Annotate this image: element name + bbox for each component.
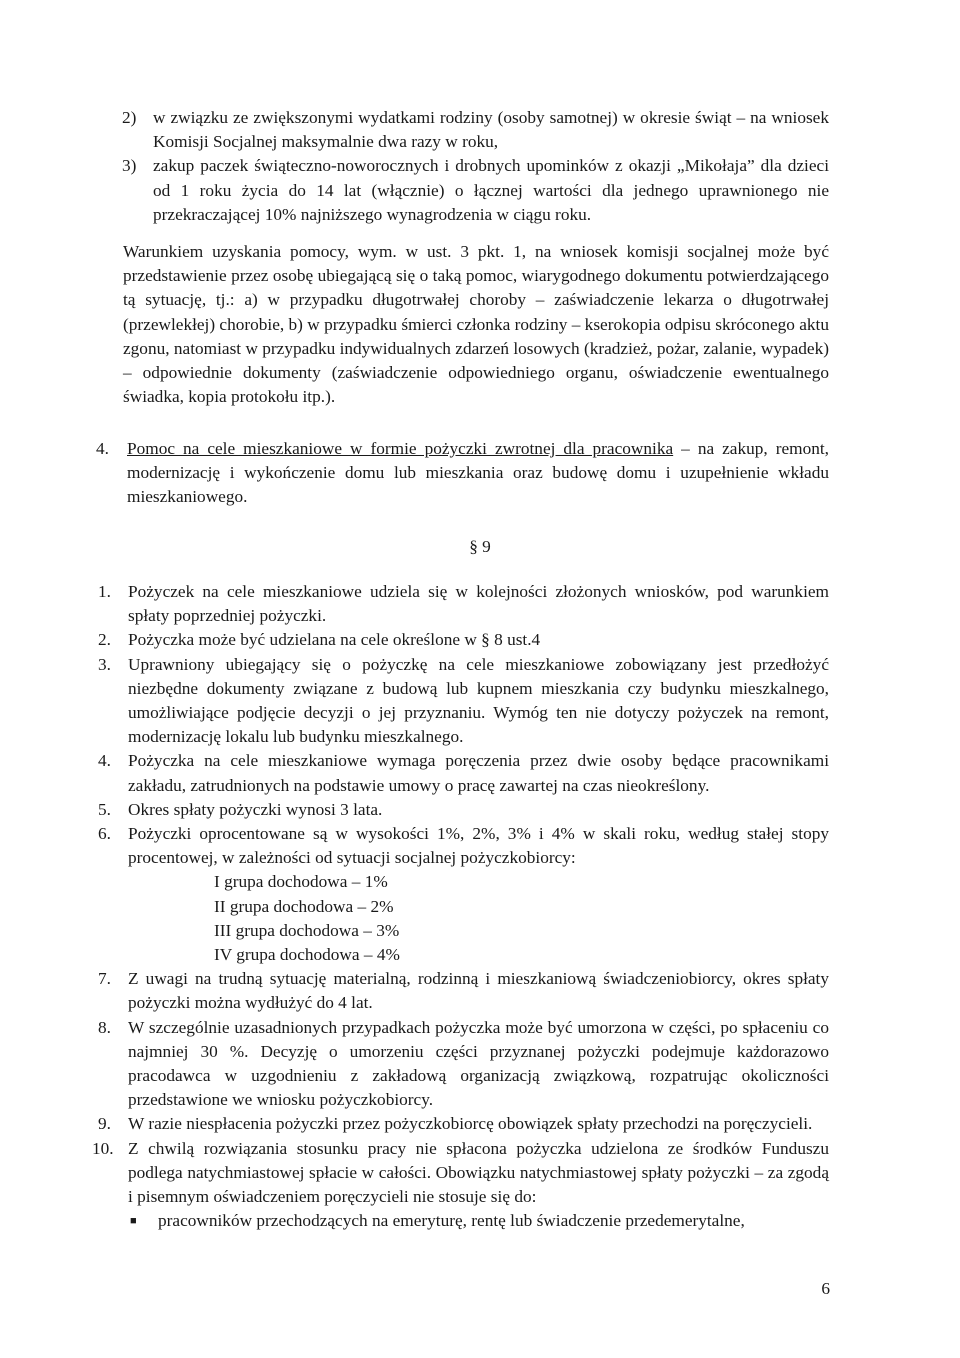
list-item [98,1112,829,1136]
item-number: 7. [98,969,111,989]
item-text: Pożyczki oprocentowane są w wysokości 1%, 2%, 3% i 4% w skali roku, według stałej stopy procentowej, w zależności od sytuacji socjalnej pożyczkobiorcy: [128,824,829,868]
section-list [92,580,829,1233]
underlined-heading: Pomoc na cele mieszkaniowe w formie pożyczki zwrotnej dla pracownika [127,439,674,458]
item-text: W razie niespłacenia pożyczki przez pożyczkobiorcę obowiązek spłaty przechodzi na poręczycieli. [128,1114,813,1134]
item-text: Uprawniony ubiegający się o pożyczkę na cele mieszkaniowe zobowiązany jest przedłożyć niezbędne dokumenty związane z budową lub kupnem mieszkania czy budynku mieszkalnego, umożliwiające podjęcie decyzji o jej przyznaniu. Wymóg ten nie dotyczy pożyczek na remont, modernizację lokalu lub budynku mieszkalnego. [128,654,829,747]
point-4 [96,437,829,510]
item-text: w związku ze zwiększonymi wydatkami rodziny (osoby samotnej) w okresie świąt – na wniosek Komisji Socjalnej maksymalnie dwa razy w roku, [153,108,829,152]
item-number: 3. [98,654,111,674]
income-group: II grupa dochodowa – 2% [214,896,394,916]
list-item [98,653,829,750]
item-number: 8. [98,1017,111,1037]
item-number: 3) [122,156,137,176]
list-item [98,1016,829,1113]
income-group: IV grupa dochodowa – 4% [214,945,400,965]
item-text: W szczególnie uzasadnionych przypadkach pożyczka może być umorzona w części, po spłaceniu co najmniej 30 %. Decyzję o umorzeniu części przyznanej pożyczki podejmuje każdorazowo pracodawca w uzgodnieniu z zakładową organizacją związkową, rozpatrując okoliczności przedstawione we wniosku pożyczkobiorcy. [128,1017,829,1110]
list-item [98,822,829,870]
top-list [123,106,829,227]
item-text: Pożyczka może być udzielana na cele określone w § 8 ust.4 [128,630,541,650]
list-item [98,749,829,797]
item-number: 6. [98,824,111,844]
conditions-paragraph: Warunkiem uzyskania pomocy, wym. w ust. 3 pkt. 1, na wniosek komisji socjalnej może być przedstawienie przez osobę ubiegającą się o taką pomoc, wiarygodnego dokumentu potwierdzającego tą sytuację, tj.: a) w przypadku długotrwałej choroby – zaświadczenie lekarza o długotrwałej (przewlekłej) chorobie, b) w przypadku śmierci członka rodziny – kserokopia odpisu skróconego aktu zgonu, natomiast w przypadku indywidualnych zdarzeń losowych (kradzież, pożar, zalanie, wypadek) – odpowiednie dokumenty (zaświadczenie odpowiedniego organu, oświadczenie ewentualnego świadka, kopia protokołu itp.). [123,242,829,407]
item-text: Z uwagi na trudną sytuację materialną, rodzinną i mieszkaniową świadczeniobiorcy, okres spłaty pożyczki można wydłużyć do 4 lat. [128,969,829,1013]
income-group: III grupa dochodowa – 3% [214,920,400,940]
list-item [98,580,829,628]
item-number: 4. [98,751,111,771]
section-title: § 9 [469,537,491,556]
item-text: Okres spłaty pożyczki wynosi 3 lata. [128,799,383,819]
page-number: 6 [821,1279,830,1298]
bullet-text: pracowników przechodzących na emeryturę, rentę lub świadczenie przedemerytalne, [158,1211,745,1231]
list-item [92,1137,829,1210]
item-number: 2) [122,108,137,127]
list-item [123,106,829,154]
list-item [98,628,829,652]
item-number: 10. [92,1138,114,1158]
list-item [98,967,829,1015]
bullet-item [98,1209,829,1233]
list-item [98,798,829,822]
item-text: Pożyczek na cele mieszkaniowe udziela się w kolejności złożonych wniosków, pod warunkiem spłaty poprzedniej pożyczki. [128,582,829,626]
income-groups [98,870,829,967]
item-number: 5. [98,799,111,819]
item-text: Z chwilą rozwiązania stosunku pracy nie spłacona pożyczka udzielona ze środków Funduszu podlega natychmiastowej spłacie w całości. Obowiązku natychmiastowej spłaty pożyczki – za zgodą i pisemnym oświadczeniem poręczycieli nie stosuje się do: [128,1138,829,1207]
item-number: 2. [98,630,111,650]
square-bullet-icon: ■ [130,1215,137,1228]
item-text-rest: – na zakup, remont, modernizację i wykończenie domu lub mieszkania oraz budowę domu i uzupełnienie wkładu mieszkaniowego. [127,439,829,507]
list-item [123,154,829,227]
item-number: 9. [98,1114,111,1134]
item-number: 1. [98,582,111,601]
item-text [127,437,829,510]
item-text: Pożyczka na cele mieszkaniowe wymaga poręczenia przez dwie osoby będące pracownikami zakładu, zatrudnionych na podstawie umowy o pracę zawartej na czas nieokreślony. [128,751,829,795]
item-text: zakup paczek świąteczno-noworocznych i drobnych upominków z okazji „Mikołaja” dla dzieci od 1 roku życia do 14 lat (włącznie) o łącznej wartości dla jednego uprawnionego nie przekraczającej 10% najniższego wynagrodzenia w ciągu roku. [153,156,829,224]
item-number: 4. [96,439,109,458]
income-group: I grupa dochodowa – 1% [214,872,388,892]
